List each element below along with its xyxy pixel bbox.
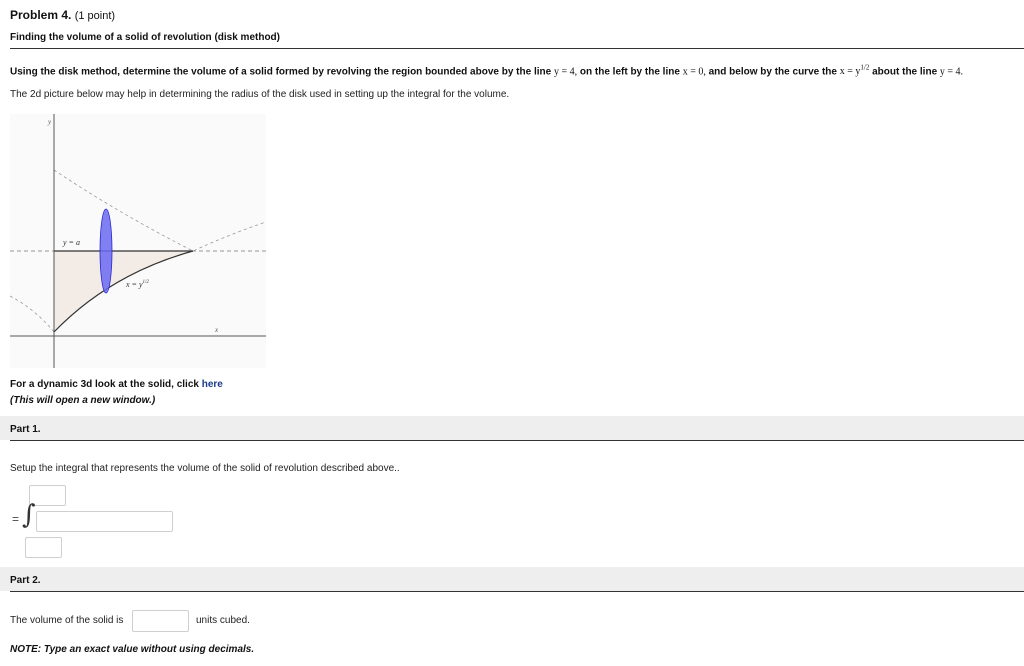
question-part: Using the disk method, determine the volume of a solid formed by revolving the region bounded above by the line xyxy=(10,66,552,78)
question-part: on the left by the line xyxy=(579,66,680,78)
divider xyxy=(10,591,1024,592)
problem-number: Problem 4. xyxy=(10,8,72,22)
part1-header-band xyxy=(0,416,1024,440)
lower-limit-input[interactable] xyxy=(25,537,62,558)
disk xyxy=(100,209,112,293)
volume-input[interactable] xyxy=(132,610,189,632)
equals-sign: = xyxy=(12,512,20,526)
reflected-curve-dashed xyxy=(54,170,266,251)
question-part: and below by the curve the xyxy=(708,66,837,78)
curve-extension-dashed xyxy=(10,296,54,332)
shaded-region xyxy=(54,251,193,332)
part2-label: Part 2. xyxy=(10,575,41,586)
question-part: about the line xyxy=(872,66,938,78)
dynamic-3d-text xyxy=(10,379,223,390)
math-expression: $x = y^{1/2}$ xyxy=(839,64,870,78)
integrand-input[interactable] xyxy=(36,511,173,532)
hint-text: The 2d picture below may help in determining the radius of the disk used in setting up the integral for the volume. xyxy=(10,89,510,100)
x-axis-label: x xyxy=(215,326,219,334)
question-text xyxy=(10,64,963,77)
math-expression: y = 4. xyxy=(939,66,964,78)
curve-label: $x = y^{1/2}$ xyxy=(126,280,149,289)
divider xyxy=(10,48,1024,49)
part1-label: Part 1. xyxy=(10,424,41,435)
problem-points: (1 point) xyxy=(74,10,116,22)
units-label: units cubed. xyxy=(196,615,250,626)
math-expression: x = 0, xyxy=(682,66,706,78)
figure-svg xyxy=(10,114,266,368)
dynamic-3d-link[interactable]: here xyxy=(201,379,223,390)
region-figure xyxy=(10,114,266,368)
integral-sign: ∫ xyxy=(22,500,36,530)
exact-value-note: NOTE: Type an exact value without using decimals. xyxy=(10,644,255,655)
part2-header-band xyxy=(0,567,1024,591)
divider xyxy=(10,440,1024,441)
new-window-note: (This will open a new window.) xyxy=(10,395,156,406)
dynamic-3d-label: For a dynamic 3d look at the solid, click xyxy=(10,379,199,390)
problem-subtitle: Finding the volume of a solid of revolution (disk method) xyxy=(10,32,280,43)
y-axis-label: y xyxy=(48,118,52,126)
problem-title xyxy=(10,8,115,22)
line-label: y = a xyxy=(63,238,80,247)
part1-instructions: Setup the integral that represents the volume of the solid of revolution described above.. xyxy=(10,463,400,474)
math-expression: y = 4, xyxy=(553,66,578,78)
volume-label: The volume of the solid is xyxy=(10,615,124,626)
